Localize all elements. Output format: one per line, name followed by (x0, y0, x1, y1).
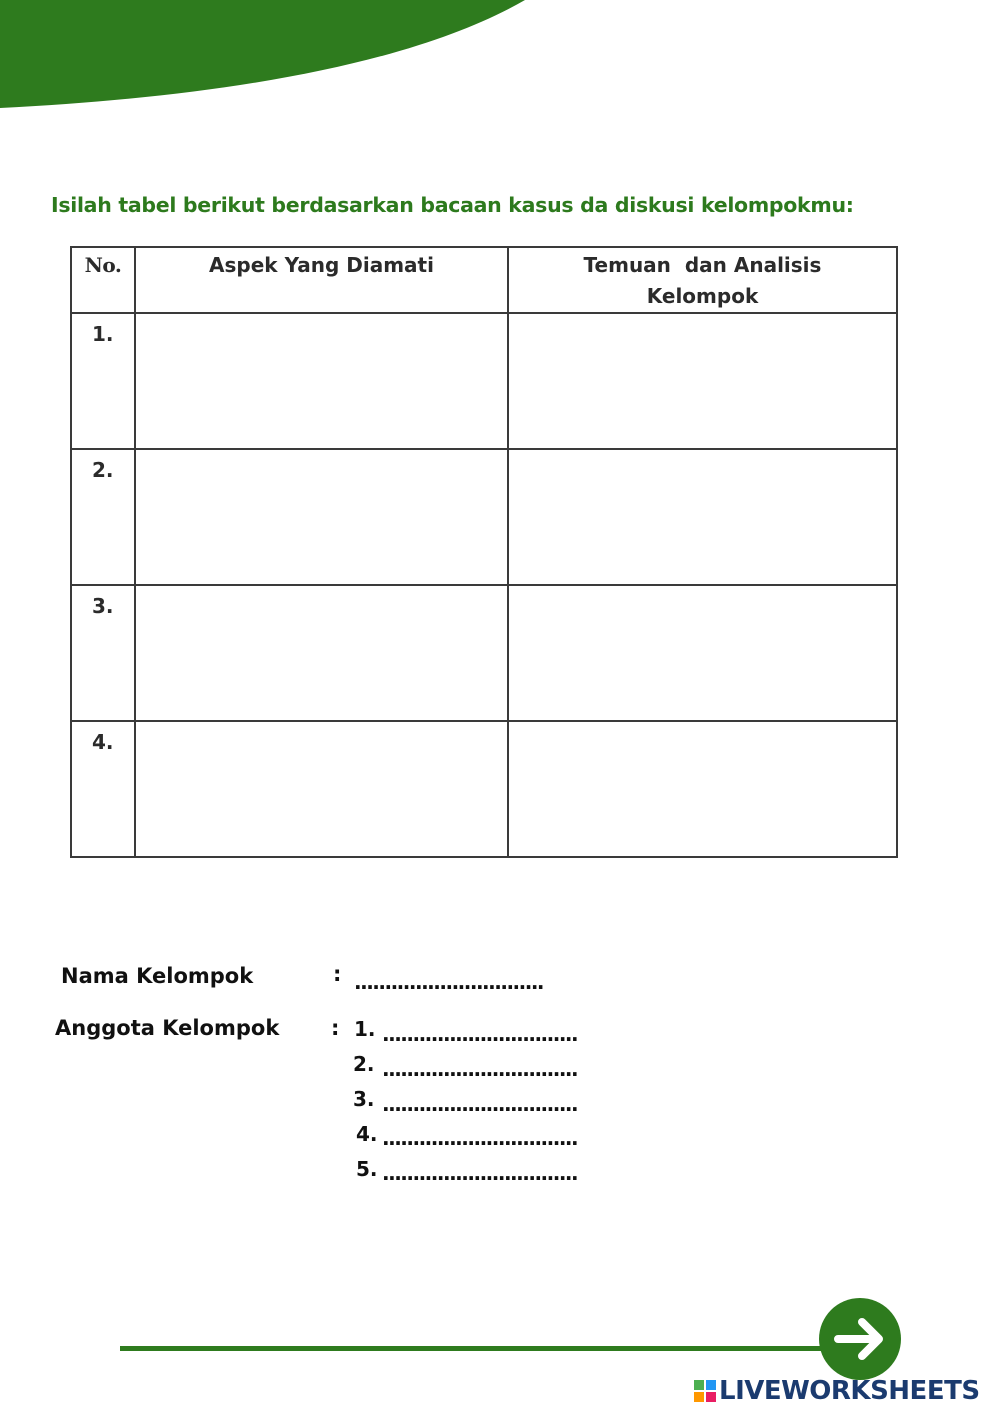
row-number: 4. (71, 721, 135, 857)
table-row (71, 585, 897, 721)
member-number: 3. (353, 1087, 375, 1111)
table-row (71, 449, 897, 585)
table-row (71, 721, 897, 857)
aspek-cell[interactable] (135, 313, 508, 449)
bottom-divider-line (120, 1346, 830, 1351)
brand-text: LIVEWORKSHEETS (719, 1376, 980, 1406)
header-temuan (508, 247, 897, 313)
instruction-text: Isilah tabel berikut berdasarkan bacaan kasus da diskusi kelompokmu: (51, 193, 854, 217)
member-number: 2. (353, 1052, 375, 1076)
next-button[interactable] (818, 1297, 902, 1381)
header-temuan-line1: Temuan dan Analisis (583, 253, 822, 277)
temuan-cell[interactable] (508, 449, 897, 585)
member-field[interactable]: ................................ (382, 1092, 578, 1116)
header-temuan-line2: Kelompok (646, 284, 759, 308)
aspek-cell[interactable] (135, 585, 508, 721)
header-no: No. (71, 247, 135, 313)
liveworksheets-logo-icon (694, 1380, 716, 1402)
member-field[interactable]: ................................ (382, 1161, 578, 1185)
anggota-kelompok-label: Anggota Kelompok (55, 1016, 280, 1040)
nama-kelompok-field[interactable]: ............................... (354, 970, 544, 994)
liveworksheets-brand (694, 1376, 980, 1406)
table-row (71, 313, 897, 449)
anggota-colon: : (331, 1016, 340, 1040)
aspek-cell[interactable] (135, 721, 508, 857)
observation-table (70, 246, 898, 858)
member-number: 4. (356, 1122, 378, 1146)
temuan-cell[interactable] (508, 313, 897, 449)
member-field[interactable]: ................................ (382, 1057, 578, 1081)
table-header-row (71, 247, 897, 313)
member-number: 5. (356, 1157, 378, 1181)
row-number: 3. (71, 585, 135, 721)
row-number: 1. (71, 313, 135, 449)
nama-colon: : (333, 962, 342, 986)
row-number: 2. (71, 449, 135, 585)
member-number: 1. (354, 1017, 376, 1041)
header-aspek: Aspek Yang Diamati (135, 247, 508, 313)
aspek-cell[interactable] (135, 449, 508, 585)
arrow-right-icon (818, 1297, 902, 1381)
top-decorative-shape (0, 0, 540, 112)
member-field[interactable]: ................................ (382, 1126, 578, 1150)
member-field[interactable]: ................................ (382, 1022, 578, 1046)
nama-kelompok-label: Nama Kelompok (61, 964, 254, 988)
temuan-cell[interactable] (508, 585, 897, 721)
temuan-cell[interactable] (508, 721, 897, 857)
